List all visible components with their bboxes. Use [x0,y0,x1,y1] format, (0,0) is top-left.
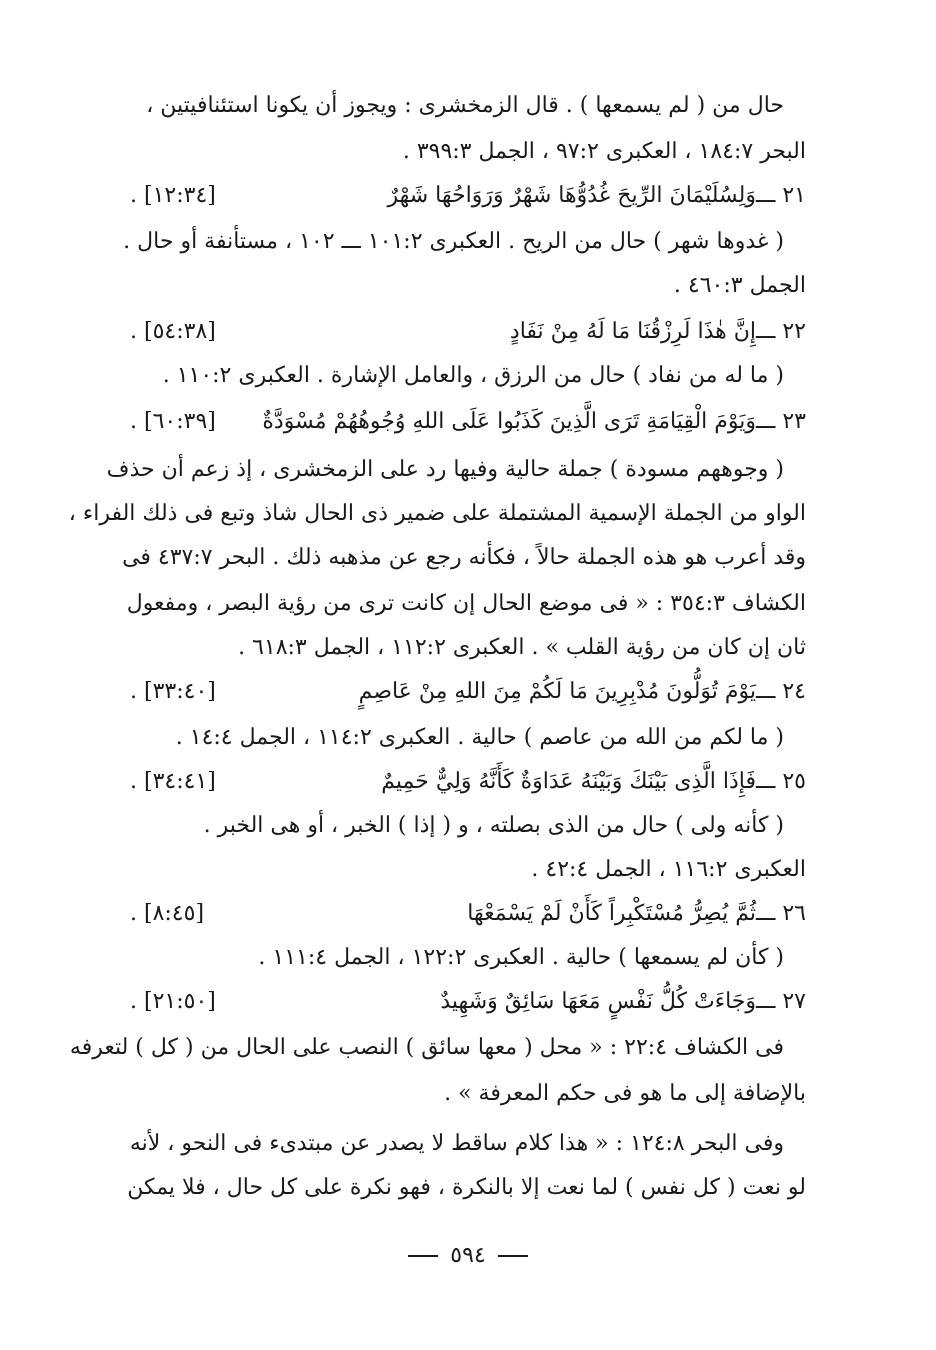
paragraph-line: ( كأن لم يسمعها ) حالية . العكبرى ١٢٢:٢ ، الجمل ١١١:٤ . [258,945,784,970]
paragraph-line: ( غدوها شهر ) حال من الريح . العكبرى ١٠١:٢ ـــ ١٠٢ ، مستأنفة أو حال . [123,229,784,254]
verse-number: ٢١ ـــ [756,183,806,208]
verse-text: وَجَاءَتْ كُلُّ نَفْسٍ مَعَهَا سَائِقٌ وَشَهِيدٌ [440,989,756,1014]
verse-23 [130,404,806,440]
verse-reference: [١٢:٣٤] . [130,183,216,208]
paragraph-line: ( ما له من نفاد ) حال من الرزق ، والعامل الإشارة . العكبرى ١١٠:٢ . [162,363,784,388]
verse-reference: [٣٣:٤٠] . [130,679,216,704]
verse-text: فَإِذَا الَّذِى بَيْنَكَ وَبَيْنَهُ عَدَاوَةٌ كَأَنَّهُ وَلِيٌّ حَمِيمٌ [381,769,756,794]
paragraph-line: وقد أعرب هو هذه الجملة حالاً ، فكأنه رجع عن مذهبه ذلك . البحر ٤٣٧:٧ فى [122,545,806,570]
verse-reference: [٥٤:٣٨] . [130,319,216,344]
verse-text: إِنَّ هٰذَا لَرِزْقُنَا مَا لَهُ مِنْ نَفَادٍ [509,319,756,344]
verse-reference: [٦٠:٣٩] . [130,409,216,434]
paragraph-line: الجمل ٤٦٠:٣ . [673,273,806,298]
paragraph-line: فى الكشاف ٢٢:٤ : « محل ( معها سائق ) النصب على الحال من ( كل ) لتعرفه [69,1035,784,1060]
paragraph-line: الكشاف ٣٥٤:٣ : « فى موضع الحال إن كانت ترى من رؤية البصر ، ومفعول [126,591,806,616]
verse-24 [130,674,806,710]
paragraph-line: العكبرى ١١٦:٢ ، الجمل ٤٢:٤ . [531,857,806,882]
verse-number: ٢٢ ـــ [756,319,806,344]
verse-text: يَوْمَ تُوَلُّونَ مُدْبِرِينَ مَا لَكُمْ مِنَ اللهِ مِنْ عَاصِمٍ [358,679,756,704]
paragraph-line: بالإضافة إلى ما هو فى حكم المعرفة » . [444,1081,806,1106]
paragraph-line: لو نعت ( كل نفس ) لما نعت إلا بالنكرة ، فهو نكرة على كل حال ، فلا يمكن [127,1175,806,1200]
verse-number: ٢٥ ـــ [756,769,806,794]
verse-reference: [٣٤:٤١] . [130,769,216,794]
dash-right [408,1255,438,1257]
paragraph-line: ثان إن كان من رؤية القلب » . العكبرى ١١٢:٢ ، الجمل ٦١٨:٣ . [238,635,806,660]
verse-27 [130,984,806,1020]
verse-text: وَلِسُلَيْمَانَ الرِّيحَ غُدُوُّهَا شَهْرٌ وَرَوَاحُهَا شَهْرٌ [387,183,756,208]
dash-left [498,1255,528,1257]
page-footer [0,1236,936,1276]
verse-reference: [٢١:٥٠] . [130,989,216,1014]
paragraph-line: البحر ١٨٤:٧ ، العكبرى ٩٧:٢ ، الجمل ٣٩٩:٣ . [402,139,806,164]
page-number: ٥٩٤ [450,1243,486,1268]
paragraph-line: حال من ( لم يسمعها ) . قال الزمخشرى : ويجوز أن يكونا استئنافيتين ، [146,93,784,118]
verse-number: ٢٤ ـــ [756,679,806,704]
verse-25 [130,764,806,800]
verse-21 [130,178,806,214]
verse-text: ثُمَّ يُصِرُّ مُسْتَكْبِراً كَأَنْ لَمْ يَسْمَعْهَا [467,901,756,926]
paragraph-line: وفى البحر ١٢٤:٨ : « هذا كلام ساقط لا يصدر عن مبتدىء فى النحو ، لأنه [129,1131,784,1156]
paragraph-line: ( وجوههم مسودة ) جملة حالية وفيها رد على الزمخشرى ، إذ زعم أن حذف [106,457,784,482]
verse-number: ٢٣ ـــ [756,409,806,434]
paragraph-line: ( كأنه ولى ) حال من الذى بصلته ، و ( إذا ) الخبر ، أو هى الخبر . [203,813,784,838]
verse-26 [130,896,806,932]
verse-reference: [٨:٤٥] . [130,901,205,926]
paragraph-line: ( ما لكم من الله من عاصم ) حالية . العكبرى ١١٤:٢ ، الجمل ١٤:٤ . [175,725,784,750]
verse-22 [130,314,806,350]
paragraph-line: الواو من الجملة الإسمية المشتملة على ضمير ذى الحال شاذ وتبع فى ذلك الفراء ، [68,501,806,526]
verse-text: وَيَوْمَ الْقِيَامَةِ تَرَى الَّذِينَ كَذَبُوا عَلَى اللهِ وُجُوهُهُمْ مُسْوَدَّةٌ [262,409,756,434]
verse-number: ٢٧ ـــ [756,989,806,1014]
verse-number: ٢٦ ـــ [756,901,806,926]
